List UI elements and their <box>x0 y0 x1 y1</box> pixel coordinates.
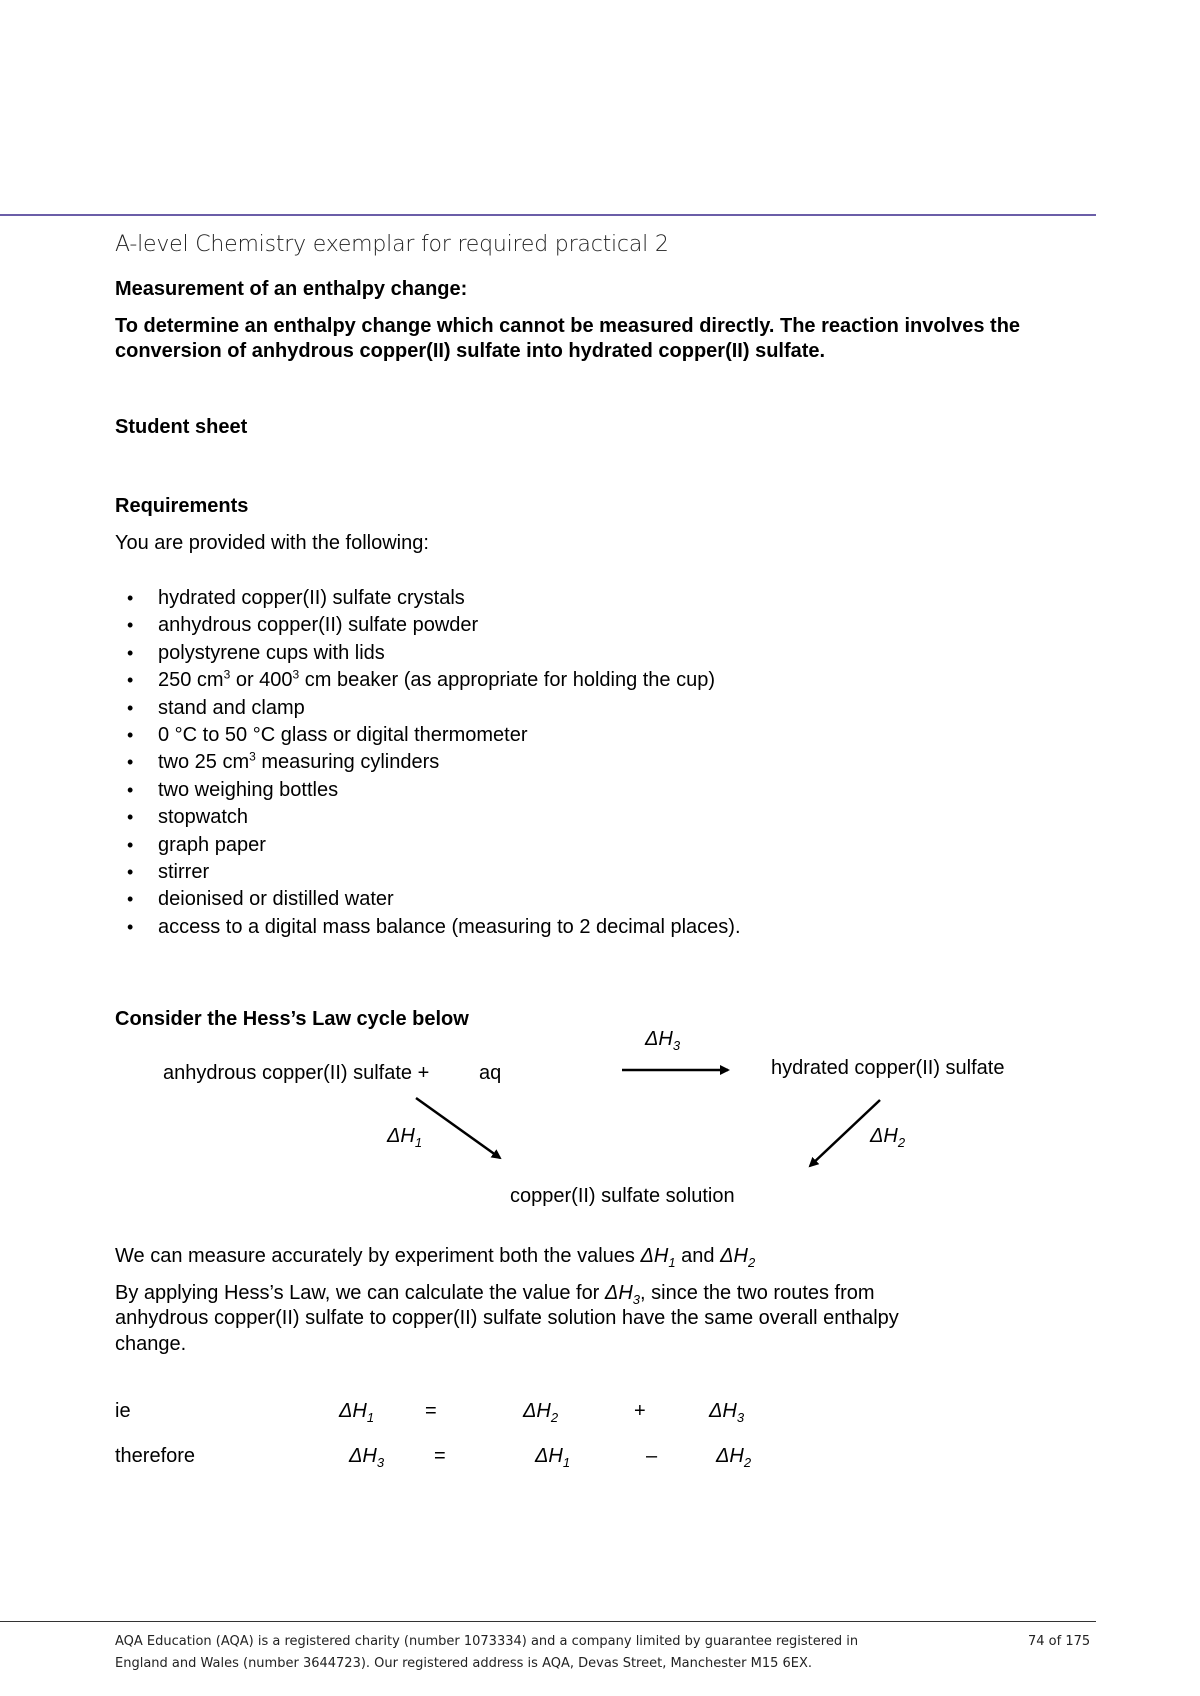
document-title: A-level Chemistry exemplar for required practical 2 <box>115 232 669 257</box>
list-item: • stirrer <box>115 859 741 886</box>
arrow-h1 <box>416 1098 500 1158</box>
eq1-plus: + <box>634 1400 646 1422</box>
arrow-h2 <box>810 1100 880 1166</box>
list-item: • access to a digital mass balance (measuring to 2 decimal places). <box>115 914 741 941</box>
list-item: • 0 °C to 50 °C glass or digital thermometer <box>115 722 741 749</box>
hess-paragraph-line3: change. <box>115 1333 187 1355</box>
cycle-intermediate: copper(II) sulfate solution <box>510 1185 735 1207</box>
list-item: • stopwatch <box>115 804 741 831</box>
hess-cycle-heading: Consider the Hess’s Law cycle below <box>115 1008 469 1030</box>
hess-paragraph-line2: anhydrous copper(II) sulfate to copper(II) sulfate solution have the same overall enthalpy <box>115 1307 899 1329</box>
list-item: • deionised or distilled water <box>115 886 741 913</box>
eq1-term2: $\Delta H_2$ <box>523 1400 559 1425</box>
list-item: • stand and clamp <box>115 695 741 722</box>
eq1-label: ie <box>115 1400 131 1422</box>
footer-rule <box>0 1621 1096 1622</box>
list-item: • two weighing bottles <box>115 777 741 804</box>
delta-h1-label: $\Delta H_1$ <box>387 1125 423 1150</box>
student-sheet-heading: Student sheet <box>115 416 248 438</box>
requirements-heading: Requirements <box>115 495 249 517</box>
cycle-product: hydrated copper(II) sulfate <box>771 1057 1005 1079</box>
page-number: 74 of 175 <box>1028 1634 1091 1649</box>
list-item: • two 25 $cm^3$ measuring cylinders <box>115 749 741 776</box>
intro-paragraph: To determine an enthalpy change which cannot be measured directly. The reaction involves the conversion of anhydrous copper(II) sulfate into hydrated copper(II) sulfate. <box>115 315 1021 362</box>
delta-h3-label: $\Delta H_3$ <box>645 1028 681 1053</box>
eq1-term1: $\Delta H_1$ <box>339 1400 375 1425</box>
list-item: • 250 $cm^3$ or $400^3$ cm beaker (as appropriate for holding the cup) <box>115 667 741 694</box>
list-item: • graph paper <box>115 832 741 859</box>
eq2-equals: = <box>434 1445 446 1467</box>
hess-paragraph-line1: By applying Hess’s Law, we can calculate the value for $\Delta H_3$, since the two routes from <box>115 1282 875 1307</box>
cycle-reactant: anhydrous copper(II) sulfate + <box>163 1062 430 1084</box>
delta-h2-label: $\Delta H_2$ <box>870 1125 906 1150</box>
footer-line2: England and Wales (number 3644723). Our registered address is AQA, Devas Street, Manchester M15 6EX. <box>115 1656 813 1671</box>
provided-text: You are provided with the following: <box>115 532 429 554</box>
cycle-aq: aq <box>479 1062 502 1084</box>
measure-text: We can measure accurately by experiment both the values $\Delta H_1$ and $\Delta H_2$ <box>115 1245 756 1270</box>
eq2-label: therefore <box>115 1445 196 1467</box>
eq2-term1: $\Delta H_3$ <box>349 1445 385 1470</box>
list-item: • hydrated copper(II) sulfate crystals <box>115 585 741 612</box>
eq2-term3: $\Delta H_2$ <box>716 1445 752 1470</box>
list-item: • anhydrous copper(II) sulfate powder <box>115 612 741 639</box>
list-item: • polystyrene cups with lids <box>115 640 741 667</box>
eq1-equals: = <box>425 1400 437 1422</box>
eq2-term2: $\Delta H_1$ <box>535 1445 571 1470</box>
footer-line1: AQA Education (AQA) is a registered charity (number 1073334) and a company limited by guarantee registered in <box>115 1634 859 1649</box>
eq2-minus: – <box>646 1445 658 1467</box>
section-heading: Measurement of an enthalpy change: <box>115 278 468 300</box>
eq1-term3: $\Delta H_3$ <box>709 1400 745 1425</box>
